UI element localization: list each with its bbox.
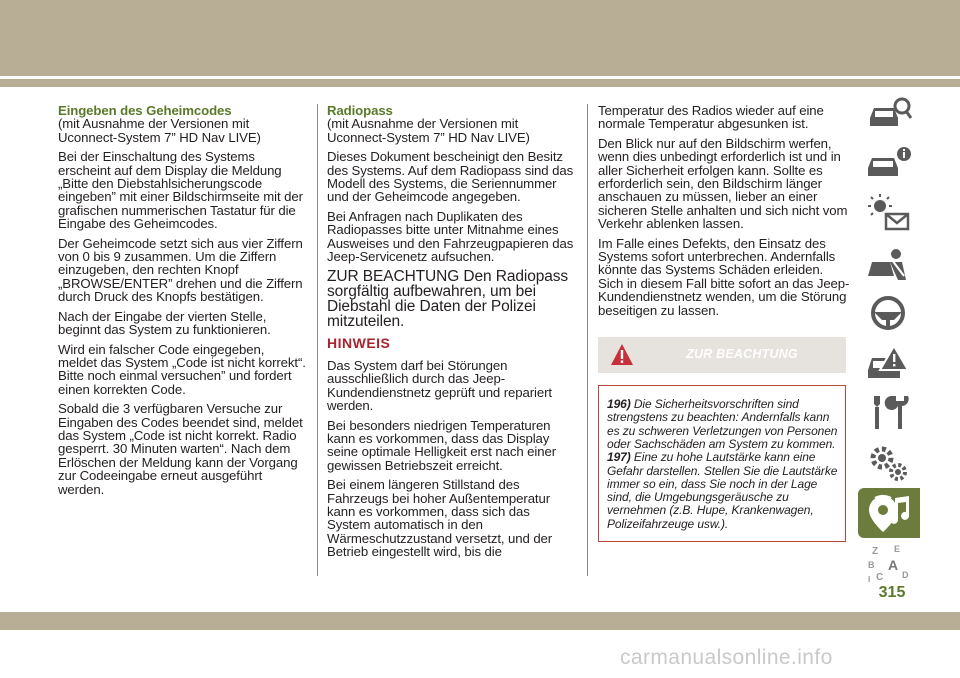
car-search-icon	[864, 92, 912, 134]
car-emergency-icon	[864, 342, 912, 384]
paragraph: Bei der Einschaltung des Systems erscheint auf dem Display die Meldung „Bitte den Diebstahlsicherungscode eingeben” mit einer Bildschirmseite mit der grafischen nummerischen Tastatur für die Eingabe des Geheimcodes.	[58, 149, 303, 232]
warning-text: Eine zu hohe Lautstärke kann eine Gefahr darstellen. Stellen Sie die Lautstärke immer so ein, dass Sie noch in der Lage sind, die Umgebungsgeräusche zu vernehmen (z.B. Hupe, Krankenwagen, Polizeifahrzeuge usw.).	[607, 450, 838, 531]
multimedia-icon	[865, 492, 913, 534]
car-info-icon	[864, 142, 912, 184]
warning-item	[607, 398, 839, 451]
index-letter: E	[894, 544, 901, 554]
tab-multimedia[interactable]	[858, 488, 920, 538]
beachtung-note: ZUR BEACHTUNG Den Radiopass sorgfältig aufbewahren, um bei Diebstahl die Daten der Polizei mitzuteilen.	[327, 268, 569, 331]
paragraph: Nach der Eingabe der vierten Stelle, beginnt das System zu funktionieren.	[58, 308, 271, 338]
warning-text: Die Sicherheitsvorschriften sind strengstens zu beachten: Andernfalls kann es zu schweren Verletzungen von Personen oder Sachschäden am System zu kommen.	[607, 397, 838, 451]
chapter-sidebar	[858, 88, 918, 584]
paragraph: Bei Anfragen nach Duplikaten des Radiopasses bitte unter Mitnahme eines Ausweises und den Fahrzeugpapieren das Jeep-Servicenetz aufsuchen.	[327, 208, 574, 265]
tab-car-emergency[interactable]	[858, 338, 918, 388]
tab-safety[interactable]	[858, 238, 918, 288]
index-letter: A	[888, 557, 899, 573]
page-number: 315	[878, 584, 906, 601]
paragraph: Im Falle eines Defekts, den Einsatz des Systems sofort unterbrechen. Andernfalls könnte das Systems Schäden erleiden. Sich in diesem Fall bitte sofort an das Jeep-Kundendienstnetz wenden, um die Störung beseitigen zu lassen.	[598, 235, 850, 318]
warning-number: 197)	[607, 450, 631, 465]
header-band-lower	[0, 79, 960, 87]
gear-icon	[864, 442, 912, 484]
safety-icon	[864, 242, 912, 284]
warning-title: ZUR BEACHTUNG	[686, 347, 798, 362]
column-1	[58, 104, 306, 502]
warning-triangle-icon	[610, 343, 634, 367]
index-letter: D	[902, 570, 909, 580]
warning-item	[607, 451, 839, 531]
tab-car-info[interactable]	[858, 138, 918, 188]
column-2	[327, 104, 575, 565]
paragraph: Den Blick nur auf den Bildschirm werfen, wenn dies unbedingt erforderlich ist und in aller Sicherheit erfolgen kann. Sollte es erforderlich sein, den Bildschirm länger anschauen zu müssen, lieber an einer sicheren Stelle anhalten und sich nicht vom Verkehr ablenken lassen.	[598, 135, 848, 232]
paragraph: Temperatur des Radios wieder auf eine normale Temperatur abgesunken ist.	[598, 103, 824, 132]
tab-tools[interactable]	[858, 388, 918, 438]
column-divider	[317, 104, 318, 576]
section-heading-radiopass: Radiopass	[327, 103, 393, 118]
paragraph: (mit Ausnahme der Versionen mit Uconnect-System 7” HD Nav LIVE)	[327, 116, 530, 145]
paragraph: Bei besonders niedrigen Temperaturen kann es vorkommen, dass das Display seine optimale Helligkeit erst nach einer gewissen Betriebszeit erreicht.	[327, 417, 556, 473]
column-3	[598, 104, 850, 542]
watermark: carmanualsonline.info	[620, 646, 833, 669]
paragraph: Sobald die 3 verfügbaren Versuche zur Eingaben des Codes beendet sind, meldet das System „Code ist nicht korrekt. Radio gesperrt. 30 Minuten warten“. Nach dem Erlöschen der Meldung kann der Vorgang zur Codeeingabe erneut ausgeführt werden.	[58, 401, 303, 497]
header-band	[0, 0, 960, 76]
index-icon	[864, 542, 912, 584]
hinweis-heading: HINWEIS	[327, 335, 391, 352]
paragraph: Das System darf bei Störungen ausschließlich durch das Jeep-Kundendienstnetz geprüft und repariert werden.	[327, 357, 552, 414]
section-heading-geheimcode: Eingeben des Geheimcodes	[58, 103, 232, 118]
paragraph: Wird ein falscher Code eingegeben, meldet das System „Code ist nicht korrekt“. Bitte noch einmal versuchen” und fordert einen korrekten Code.	[58, 341, 306, 397]
tab-warning-lights[interactable]	[858, 188, 918, 238]
index-letter: Z	[872, 546, 879, 557]
index-letter: B	[868, 560, 875, 570]
steering-wheel-icon	[864, 292, 912, 334]
index-letter: I	[868, 575, 871, 584]
tab-steering-wheel[interactable]	[858, 288, 918, 338]
warning-box	[598, 385, 846, 542]
warning-number: 196)	[607, 397, 631, 412]
paragraph: Bei einem längeren Stillstand des Fahrzeugs bei hoher Außentemperatur kann es vorkommen, dass sich das System automatisch in den Wärmeschutzzustand versetzt, und der Betrieb eingestellt wird, bis die	[327, 477, 553, 560]
tools-icon	[864, 392, 912, 434]
paragraph: (mit Ausnahme der Versionen mit Uconnect-System 7” HD Nav LIVE)	[58, 116, 261, 145]
tab-gear[interactable]	[858, 438, 918, 488]
tab-car-search[interactable]	[858, 88, 918, 138]
tab-index[interactable]	[858, 538, 918, 588]
warning-lights-icon	[864, 192, 912, 234]
column-divider	[587, 104, 588, 576]
paragraph: Der Geheimcode setzt sich aus vier Ziffern von 0 bis 9 zusammen. Um die Ziffern einzugeben, den rechten Knopf „BROWSE/ENTER” drehen und die Ziffern durch Druck des Knopfs bestätigen.	[58, 235, 303, 305]
paragraph: Dieses Dokument bescheinigt den Besitz des Systems. Auf dem Radiopass sind das Modell des Systems, die Seriennummer und der Geheimcode angegeben.	[327, 149, 574, 205]
footer-band	[0, 612, 960, 630]
index-letter: C	[876, 572, 884, 583]
warning-header	[598, 337, 846, 373]
